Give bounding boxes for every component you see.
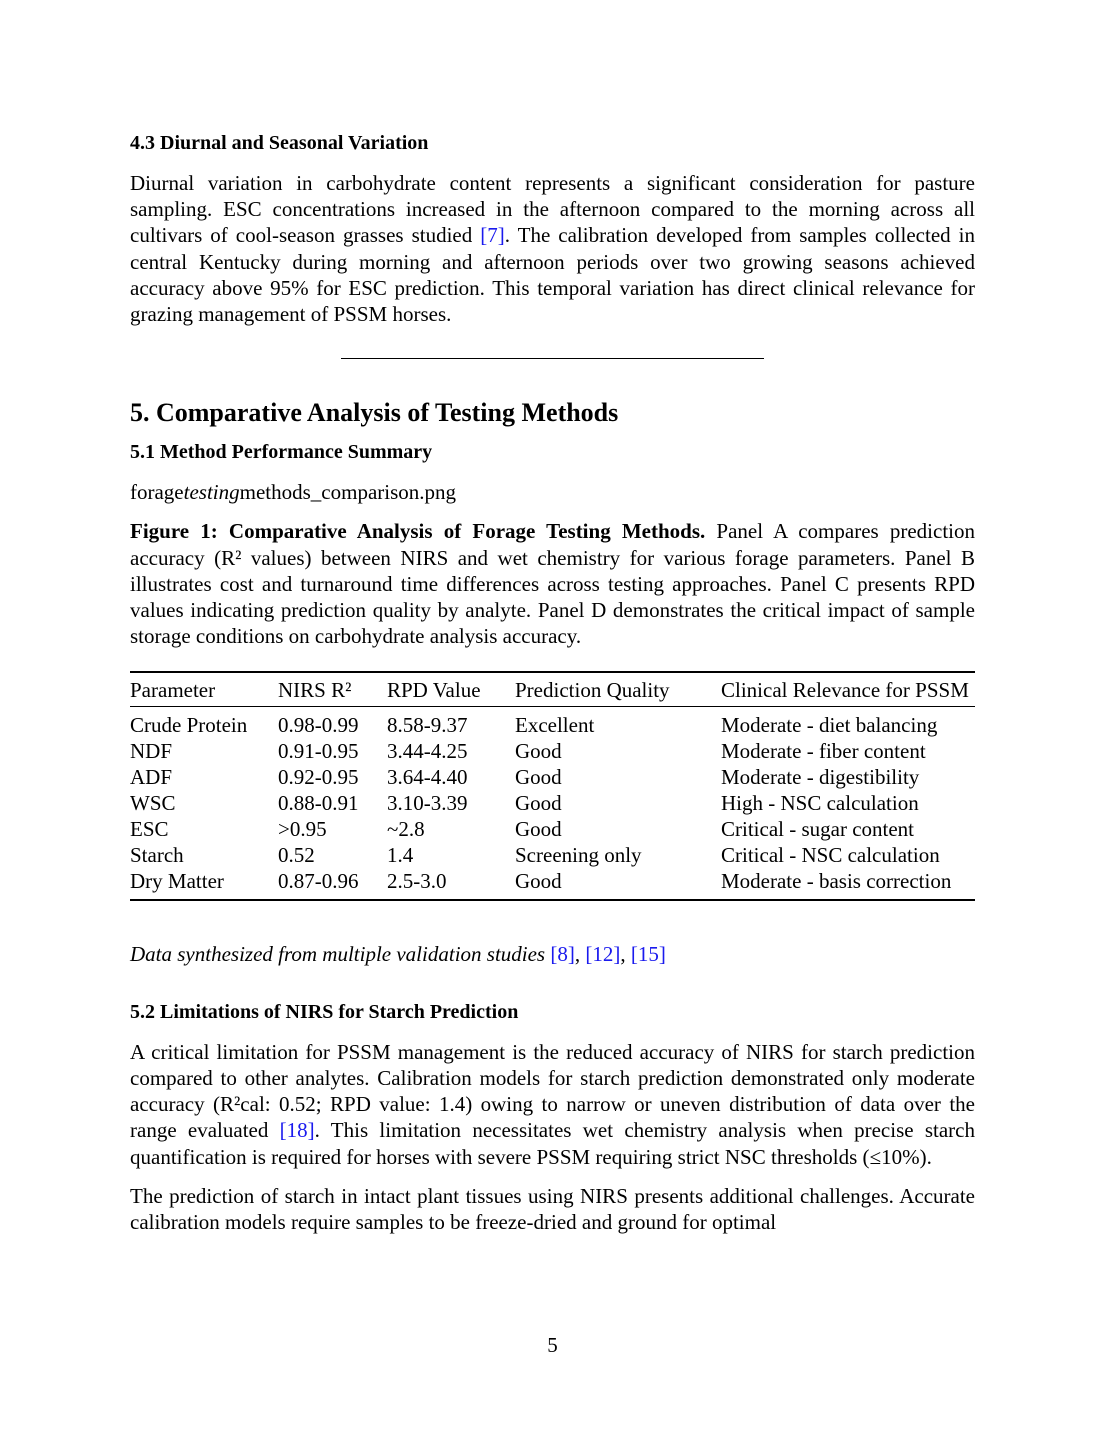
cell-quality: Good (515, 816, 562, 841)
citation-link[interactable]: [12] (585, 941, 621, 966)
cell-quality: Good (515, 738, 562, 763)
section-5-2-heading: 5.2 Limitations of NIRS for Starch Prediction (130, 1000, 519, 1023)
page-body (130, 128, 975, 1235)
cell-parameter: Starch (130, 842, 184, 867)
table-row (130, 706, 975, 738)
cell-quality: Good (515, 868, 562, 893)
header-rpd-value: RPD Value (387, 678, 481, 703)
cell-relevance: Moderate - basis correction (721, 868, 952, 893)
cell-nirs-r2: >0.95 (278, 816, 327, 841)
cell-relevance: Critical - NSC calculation (721, 842, 940, 867)
cell-rpd: 3.64-4.40 (387, 764, 468, 789)
cell-quality: Excellent (515, 712, 595, 737)
cell-parameter: ADF (130, 764, 173, 789)
cell-rpd: 3.44-4.25 (387, 738, 468, 763)
cell-relevance: Moderate - digestibility (721, 764, 920, 789)
cell-parameter: ESC (130, 816, 169, 841)
figure-image-filename: foragetestingmethods_comparison.png (130, 480, 457, 505)
cell-parameter: Crude Protein (130, 712, 248, 737)
cell-nirs-r2: 0.52 (278, 842, 315, 867)
cell-relevance: Critical - sugar content (721, 816, 915, 841)
cell-parameter: NDF (130, 738, 173, 763)
cell-quality: Good (515, 790, 562, 815)
table-source-note: Data synthesized from multiple validation studies [8], [12], [15] (130, 941, 666, 966)
cell-relevance: High - NSC calculation (721, 790, 919, 815)
section-5-heading: 5. Comparative Analysis of Testing Methods (130, 398, 619, 428)
table-header-row (130, 672, 975, 706)
citation-link[interactable]: [8] (550, 941, 575, 966)
cell-rpd: ~2.8 (387, 816, 425, 841)
table-row (130, 738, 975, 764)
citation-link[interactable]: [18] (279, 1118, 315, 1143)
table-row (130, 764, 975, 790)
section-5-2-paragraph-1: A critical limitation for PSSM management is the reduced accuracy of NIRS for starch prediction compared to other analytes. Calibration models for starch prediction demonstrated only moderate accuracy (R²cal: 0.52; RPD value: 1.4) owing to narrow or uneven distribution of data over the range evaluated [18]. This limitation necessitates wet chemistry analysis when precise starch quantification is required for horses with severe PSSM requiring strict NSC thresholds (≤10%). (130, 1039, 975, 1169)
cell-nirs-r2: 0.87-0.96 (278, 868, 359, 893)
cell-quality: Screening only (515, 842, 642, 867)
figure-caption-label: Figure 1: Comparative Analysis of Forage Testing Methods. (130, 519, 706, 544)
table-row (130, 816, 975, 842)
table-row (130, 868, 975, 900)
cell-nirs-r2: 0.98-0.99 (278, 712, 359, 737)
cell-nirs-r2: 0.91-0.95 (278, 738, 359, 763)
cell-parameter: Dry Matter (130, 868, 224, 893)
page-number: 5 (547, 1333, 558, 1357)
cell-rpd: 1.4 (387, 842, 414, 867)
citation-link[interactable]: [7] (480, 223, 505, 248)
section-4-3-heading: 4.3 Diurnal and Seasonal Variation (130, 132, 429, 154)
cell-parameter: WSC (130, 790, 176, 815)
figure-caption: Figure 1: Comparative Analysis of Forage Testing Methods. Panel A compares prediction accuracy (R² values) between NIRS and wet chemistry for various forage parameters. Panel B illustrates cost and turnaround time differences across testing approaches. Panel C presents RPD values indicating prediction quality by analyte. Panel D demonstrates the critical impact of sample storage conditions on carbohydrate analysis accuracy. (130, 519, 975, 649)
section-5-1-heading: 5.1 Method Performance Summary (130, 441, 433, 464)
section-4-3-paragraph: Diurnal variation in carbohydrate content represents a significant consideration for pasture sampling. ESC concentrations increased in the afternoon compared to the morning across all cultivars of cool-season grasses studied [7]. The calibration developed from samples collected in central Kentucky during morning and afternoon periods over two growing seasons achieved accuracy above 95% for ESC prediction. This temporal variation has direct clinical relevance for grazing management of PSSM horses. (130, 171, 975, 327)
method-performance-table (130, 671, 975, 900)
table-row (130, 790, 975, 816)
cell-quality: Good (515, 764, 562, 789)
cell-nirs-r2: 0.88-0.91 (278, 790, 359, 815)
cell-rpd: 3.10-3.39 (387, 790, 468, 815)
header-clinical-relevance: Clinical Relevance for PSSM (721, 678, 969, 703)
header-parameter: Parameter (130, 678, 216, 703)
cell-rpd: 2.5-3.0 (387, 868, 447, 893)
header-prediction-quality: Prediction Quality (515, 678, 670, 703)
header-nirs-r2: NIRS R² (278, 678, 352, 703)
citation-link[interactable]: [15] (630, 941, 666, 966)
cell-nirs-r2: 0.92-0.95 (278, 764, 359, 789)
table-row (130, 842, 975, 868)
cell-relevance: Moderate - fiber content (721, 738, 926, 763)
cell-relevance: Moderate - diet balancing (721, 712, 938, 737)
cell-rpd: 8.58-9.37 (387, 712, 468, 737)
section-5-2-paragraph-2: The prediction of starch in intact plant tissues using NIRS presents additional challenges. Accurate calibration models require samples to be freeze-dried and ground for optimal (130, 1183, 975, 1235)
